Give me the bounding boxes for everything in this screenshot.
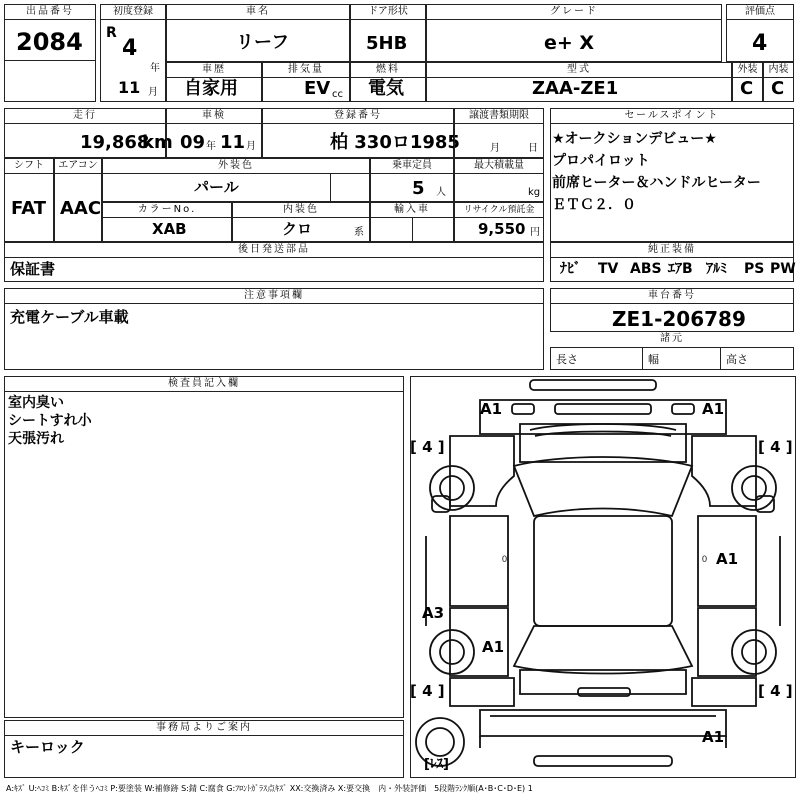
sales-point-3: 前席ヒーター＆ハンドルヒーター <box>552 175 761 191</box>
grade: e+ X <box>544 32 595 54</box>
right-quarter <box>692 678 756 706</box>
inspection-label: 車検 <box>166 108 262 124</box>
era: R <box>106 25 117 41</box>
tire-rear-left <box>430 630 474 674</box>
transfer-label: 譲渡書類期限 <box>454 108 544 124</box>
reg-year: 4 <box>122 36 138 61</box>
score-label: 評価点 <box>726 4 794 20</box>
fuel-label: 燃料 <box>350 62 426 78</box>
capacity-unit: 人 <box>436 187 446 198</box>
int-color-unit: 系 <box>354 227 364 238</box>
windshield <box>514 457 692 516</box>
displacement-unit: cc <box>332 89 343 100</box>
later-parts: 保証書 <box>10 260 56 278</box>
equipment-label: 純正装備 <box>550 242 794 258</box>
max-load-unit: kg <box>528 187 541 198</box>
recycle: 9,550 <box>478 220 526 238</box>
model: ZAA-ZE1 <box>532 78 619 99</box>
mark-left-quarter: A1 <box>482 638 505 656</box>
car-body-diagram <box>410 376 796 778</box>
tire-front-right <box>732 466 776 510</box>
insp-year-unit: 年 <box>206 141 216 152</box>
mark-tire-rl: [ 4 ] <box>410 682 445 700</box>
chassis-number: ZE1-206789 <box>612 307 746 331</box>
ac-label: エアコン <box>54 158 102 174</box>
specs-divider-2 <box>720 348 721 370</box>
equip-abs: ABS <box>630 261 662 277</box>
transfer-month-unit: 月 <box>490 143 500 154</box>
mark-front-right: A1 <box>702 400 725 418</box>
insp-month-unit: 月 <box>246 141 256 152</box>
later-parts-label: 後日発送部品 <box>4 242 544 258</box>
inspector-label: 検査員記入欄 <box>4 376 404 392</box>
ext-color-divider <box>330 174 331 202</box>
capacity: 5 <box>412 178 425 199</box>
legend: A:ｷｽﾞ U:ﾍｺﾐ B:ｷｽﾞを伴うﾍｺﾐ P:要塗装 W:補修跡 S:錆 C:腐食 G:ﾌﾛﾝﾄｶﾞﾗｽ点ｷｽﾞ XX:交換済み X:要交換 内・外装評価 5段階ﾗﾝｸ順(A･B･C･D･E) 1 <box>6 784 533 793</box>
score: 4 <box>752 31 768 56</box>
capacity-label: 乗車定員 <box>370 158 454 174</box>
sales-points-label: セールスポイント <box>550 108 794 124</box>
reg-year-unit: 年 <box>150 63 160 74</box>
equip-tv: TV <box>598 261 619 277</box>
sales-point-2: プロパイロット <box>552 153 650 169</box>
interior-label: 内装 <box>763 62 794 78</box>
ext-color: パール <box>194 178 239 196</box>
shift: FAT <box>11 198 47 219</box>
max-load-label: 最大積載量 <box>454 158 544 174</box>
mileage-unit: km <box>142 132 173 153</box>
color-no-label: カラーNo. <box>102 202 232 218</box>
lot-no-divider <box>4 60 96 61</box>
sales-point-1: ★オークションデビュー★ <box>552 131 717 147</box>
mark-right-door: A1 <box>716 550 739 568</box>
mileage: 19,868 <box>80 132 150 153</box>
ext-color-label: 外装色 <box>102 158 370 174</box>
specs-divider-1 <box>642 348 643 370</box>
length-label: 長さ <box>556 353 578 366</box>
import-divider <box>412 218 413 242</box>
front-plate <box>530 380 656 390</box>
displacement-label: 排気量 <box>262 62 350 78</box>
equip-alloy: ｱﾙﾐ <box>706 261 727 277</box>
roof <box>534 516 672 626</box>
front-grille <box>555 404 651 414</box>
lot-no: 2084 <box>16 28 83 56</box>
svg-text:0: 0 <box>502 554 508 564</box>
chassis-label: 車台番号 <box>550 288 794 304</box>
front-bumper <box>480 400 726 434</box>
tire-front-left <box>430 466 474 510</box>
reg-no: 柏 330ロ1985 <box>330 132 460 153</box>
rear-window <box>514 626 692 674</box>
height-label: 高さ <box>726 353 748 366</box>
equip-nav: ﾅﾋﾞ <box>560 261 581 277</box>
mark-tire-fr: [ 4 ] <box>758 438 793 456</box>
grade-label: グレード <box>426 4 722 20</box>
left-quarter <box>450 678 514 706</box>
mark-spare: [ﾚｽ] <box>424 757 449 772</box>
model-label: 型式 <box>426 62 732 78</box>
shift-label: シフト <box>4 158 54 174</box>
reg-no-label: 登録番号 <box>262 108 454 124</box>
int-color-label: 内装色 <box>232 202 370 218</box>
import-label: 輸入車 <box>370 202 454 218</box>
mileage-label: 走行 <box>4 108 166 124</box>
history-label: 車歴 <box>166 62 262 78</box>
tire-rear-right <box>732 630 776 674</box>
mark-front-left: A1 <box>480 400 503 418</box>
mark-tire-fl: [ 4 ] <box>410 438 445 456</box>
reg-month-unit: 月 <box>148 87 158 98</box>
office-text: キーロック <box>10 738 85 756</box>
recycle-unit: 円 <box>530 227 540 238</box>
inspector-line-1: 室内臭い <box>8 395 64 411</box>
inspector-line-2: シートすれ小 <box>8 413 92 429</box>
insp-year: 09 <box>180 132 206 153</box>
equip-pw: PW <box>770 261 796 277</box>
mark-left-rear-door: A3 <box>422 604 445 622</box>
office-label: 事務局よりご案内 <box>4 720 404 736</box>
displacement: EV <box>304 78 331 99</box>
sales-point-4: ＥＴＣ２．０ <box>552 197 636 213</box>
mark-rear: A1 <box>702 728 725 746</box>
right-front-fender <box>692 436 756 506</box>
ac: AAC <box>60 198 102 219</box>
lot-no-label: 出品番号 <box>4 4 96 20</box>
reg-month: 11 <box>118 78 141 97</box>
history: 自家用 <box>184 78 238 99</box>
insp-month: 11 <box>220 132 246 153</box>
door-label: ドア形状 <box>350 4 426 20</box>
exterior-grade: C <box>740 78 754 99</box>
left-front-fender <box>450 436 514 506</box>
exterior-label: 外装 <box>732 62 763 78</box>
left-front-door <box>450 516 508 606</box>
first-reg-label: 初度登録 <box>100 4 166 20</box>
notes-text: 充電ケーブル車載 <box>10 308 129 326</box>
equip-airbag: ｴｱB <box>668 261 693 277</box>
transfer-day-unit: 日 <box>528 143 538 154</box>
car-name-label: 車名 <box>166 4 350 20</box>
recycle-label: リサイクル預託金 <box>454 202 544 218</box>
equip-ps: PS <box>744 261 765 277</box>
car-name: リーフ <box>236 32 290 53</box>
notes-label: 注意事項欄 <box>4 288 544 304</box>
int-color: クロ <box>282 220 313 238</box>
svg-text:0: 0 <box>702 554 708 564</box>
fuel: 電気 <box>368 78 404 99</box>
interior-grade: C <box>771 78 785 99</box>
mark-tire-rr: [ 4 ] <box>758 682 793 700</box>
rear-bumper <box>480 710 726 736</box>
specs-label: 諸元 <box>550 332 794 348</box>
inspector-line-3: 天張汚れ <box>8 431 64 447</box>
color-no: XAB <box>152 220 187 238</box>
door-type: 5HB <box>366 33 408 54</box>
width-label: 幅 <box>648 353 659 366</box>
